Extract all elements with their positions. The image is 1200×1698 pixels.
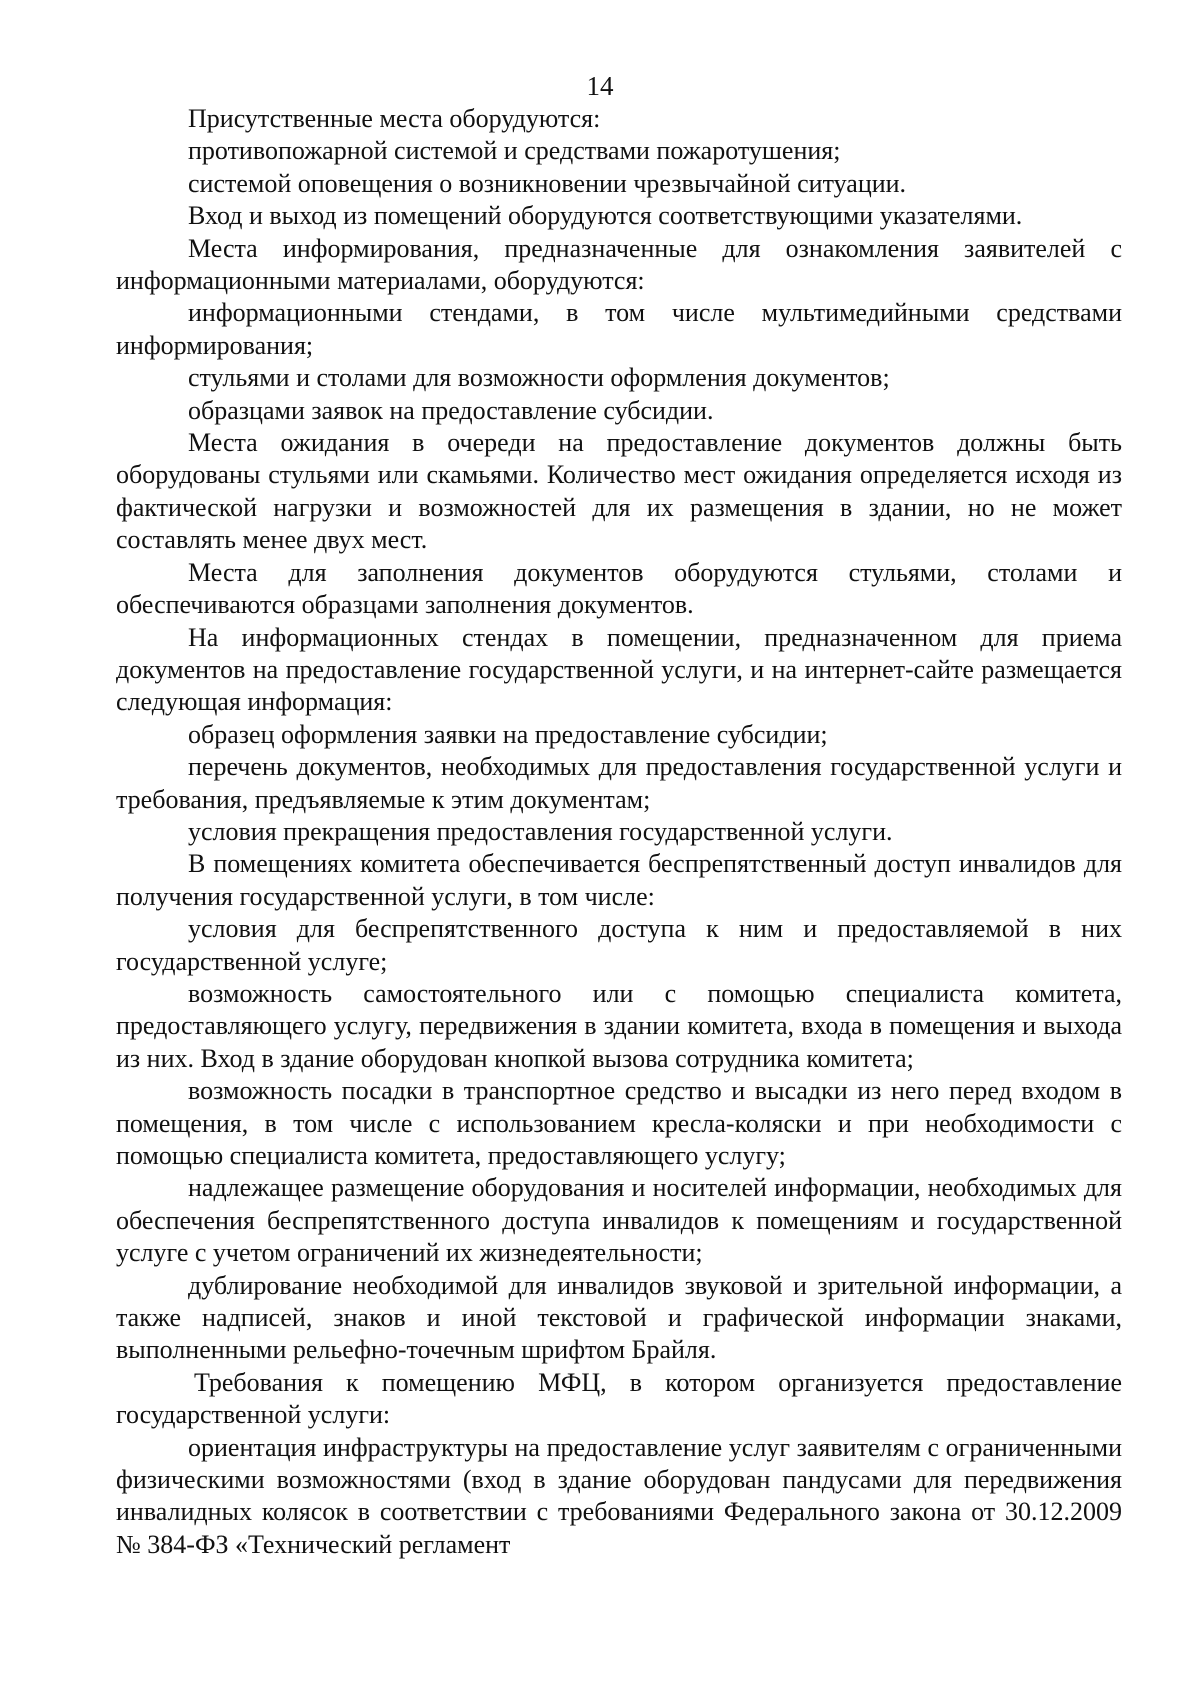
page-number: 14 bbox=[586, 71, 614, 101]
paragraph: возможность самостоятельного или с помощью специалиста комитета, предоставляющего услугу, передвижения в здании комитета, входа в помещения и выхода из них. Вход в здание оборудован кнопкой вызова сотрудника комитета; bbox=[116, 978, 1122, 1073]
paragraph: На информационных стендах в помещении, предназначенном для приема документов на предоставление государственной услуги, и на интернет-сайте размещается следующая информация: bbox=[116, 622, 1122, 717]
paragraph: В помещениях комитета обеспечивается беспрепятственный доступ инвалидов для получения государственной услуги, в том числе: bbox=[116, 849, 1122, 911]
paragraph: Требования к помещению МФЦ, в котором организуется предоставление государственной услуги: bbox=[116, 1367, 1122, 1430]
paragraph: образцами заявок на предоставление субсидии. bbox=[188, 395, 714, 425]
paragraph: Присутственные места оборудуются: bbox=[188, 104, 601, 133]
paragraph: условия прекращения предоставления государственной услуги. bbox=[188, 816, 893, 846]
paragraph: образец оформления заявки на предоставление субсидии; bbox=[188, 719, 828, 749]
paragraph: стульями и столами для возможности оформления документов; bbox=[188, 363, 890, 393]
document-body bbox=[116, 103, 1122, 1561]
paragraph: надлежащее размещение оборудования и носителей информации, необходимых для обеспечения беспрепятственного доступа инвалидов к помещениям и государственной услуге с учетом ограничений их жизнедеятельности; bbox=[116, 1173, 1122, 1268]
paragraph: Места для заполнения документов оборудуются стульями, столами и обеспечиваются образцами заполнения документов. bbox=[116, 557, 1122, 620]
paragraph: Места ожидания в очереди на предоставление документов должны быть оборудованы стульями или скамьями. Количество мест ожидания определяется исходя из фактической нагрузки и возможностей для их размещения в здании, но не может составлять менее двух мест. bbox=[116, 428, 1122, 555]
paragraph: информационными стендами, в том числе мультимедийными средствами информирования; bbox=[116, 298, 1122, 360]
paragraph: ориентация инфраструктуры на предоставление услуг заявителям с ограниченными физическими возможностями (вход в здание оборудован пандусами для передвижения инвалидных колясок в соответствии с требованиями Федерального закона от 30.12.2009 № 384-ФЗ «Технический регламент bbox=[116, 1432, 1122, 1559]
paragraph: Места информирования, предназначенные для ознакомления заявителей с информационными материалами, оборудуются: bbox=[116, 233, 1122, 296]
paragraph: Вход и выход из помещений оборудуются соответствующими указателями. bbox=[188, 201, 1023, 231]
paragraph: условия для беспрепятственного доступа к ним и предоставляемой в них государственной услуге; bbox=[116, 914, 1122, 976]
paragraph: системой оповещения о возникновении чрезвычайной ситуации. bbox=[188, 168, 907, 198]
paragraph: дублирование необходимой для инвалидов звуковой и зрительной информации, а также надписей, знаков и иной текстовой и графической информации знаками, выполненными рельефно-точечным шрифтом Брайля. bbox=[116, 1270, 1122, 1365]
paragraph: возможность посадки в транспортное средство и высадки из него перед входом в помещения, в том числе с использованием кресла-коляски и при необходимости с помощью специалиста комитета, предоставляющего услугу; bbox=[116, 1076, 1122, 1170]
paragraph: противопожарной системой и средствами пожаротушения; bbox=[188, 136, 841, 166]
paragraph: перечень документов, необходимых для предоставления государственной услуги и требования, предъявляемые к этим документам; bbox=[116, 752, 1122, 814]
